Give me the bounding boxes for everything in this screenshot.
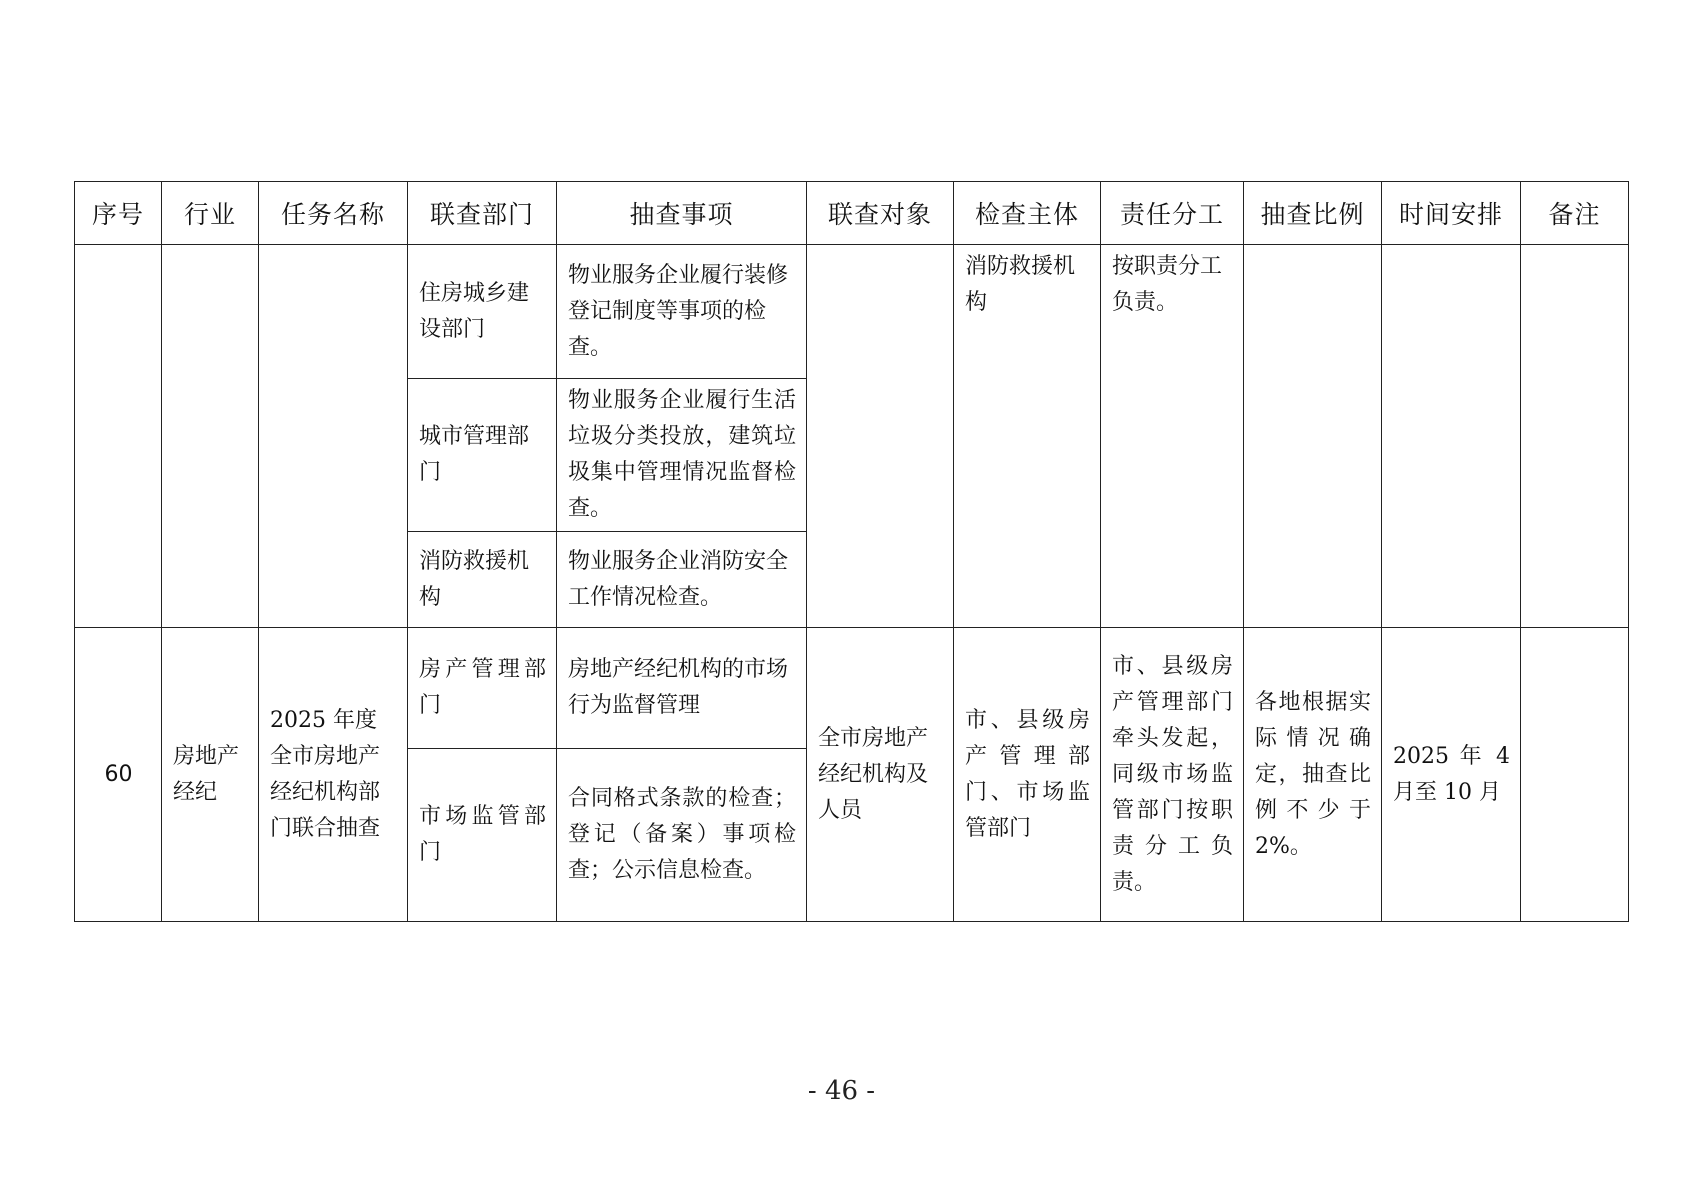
cell-remark	[1521, 628, 1629, 922]
header-duty: 责任分工	[1101, 182, 1244, 245]
cell-department	[408, 628, 557, 749]
cell-duty	[1101, 628, 1244, 922]
header-task-name: 任务名称	[259, 182, 408, 245]
schedule-text: 2025 年 4 月至 10 月	[1393, 743, 1510, 805]
cell-inspection-item	[557, 628, 807, 749]
duty-text: 市、县级房产管理部门牵头发起，同级市场监管部门按职责分工负责。	[1112, 653, 1233, 895]
header-subject: 检查主体	[954, 182, 1101, 245]
cell-remark-continued	[1521, 245, 1629, 628]
target-text: 全市房地产经纪机构及人员	[818, 725, 929, 823]
inspection-item-text: 房地产经纪机构的市场行为监督管理	[568, 657, 789, 718]
subject-text: 市、县级房产管理部门、市场监管部门	[965, 707, 1090, 841]
header-inspection-item: 抽查事项	[557, 182, 807, 245]
cell-ratio-continued	[1244, 245, 1382, 628]
cell-ratio	[1244, 628, 1382, 922]
inspection-item-text: 物业服务企业消防安全工作情况检查。	[568, 548, 789, 610]
cell-index-continued	[75, 245, 162, 628]
cell-task-name	[259, 628, 408, 922]
industry-text: 房地产经纪	[173, 743, 240, 805]
table-row	[75, 628, 1629, 749]
header-index: 序号	[75, 182, 162, 245]
cell-task-continued	[259, 245, 408, 628]
header-target: 联查对象	[807, 182, 954, 245]
department-text: 房产管理部门	[419, 657, 546, 718]
duty-text: 按职责分工负责。	[1112, 254, 1223, 315]
cell-schedule-continued	[1382, 245, 1521, 628]
cell-duty-continued	[1101, 245, 1244, 628]
header-department: 联查部门	[408, 182, 557, 245]
table-row	[75, 245, 1629, 379]
cell-target-continued	[807, 245, 954, 628]
cell-subject	[954, 628, 1101, 922]
subject-text: 消防救援机构	[965, 254, 1076, 315]
header-industry: 行业	[162, 182, 259, 245]
department-text: 市场监管部门	[419, 804, 546, 865]
department-text: 消防救援机构	[419, 548, 530, 610]
page-number: - 46 -	[807, 1076, 876, 1106]
header-schedule: 时间安排	[1382, 182, 1521, 245]
cell-inspection-item	[557, 245, 807, 379]
cell-department	[408, 379, 557, 532]
cell-inspection-item	[557, 749, 807, 922]
cell-industry	[162, 628, 259, 922]
remark-text	[1521, 628, 1628, 636]
cell-industry-continued	[162, 245, 259, 628]
index-text: 60	[104, 761, 133, 787]
cell-schedule	[1382, 628, 1521, 922]
cell-department	[408, 749, 557, 922]
department-text: 城市管理部门	[419, 424, 530, 485]
cell-subject-continued	[954, 245, 1101, 628]
inspection-item-text: 合同格式条款的检查；登记（备案）事项检查；公示信息检查。	[568, 786, 796, 883]
ratio-text: 各地根据实际情况确定，抽查比例不少于 2%。	[1255, 689, 1371, 859]
cell-inspection-item	[557, 532, 807, 628]
cell-department	[408, 532, 557, 628]
cell-target	[807, 628, 954, 922]
header-remark: 备注	[1521, 182, 1629, 245]
inspection-table	[74, 181, 1629, 922]
department-text: 住房城乡建设部门	[419, 280, 530, 342]
inspection-item-text: 物业服务企业履行生活垃圾分类投放，建筑垃圾集中管理情况监督检查。	[568, 388, 796, 521]
header-ratio: 抽查比例	[1244, 182, 1382, 245]
cell-inspection-item	[557, 379, 807, 532]
cell-index	[75, 628, 162, 922]
task-name-text: 2025 年度全市房地产经纪机构部门联合抽查	[270, 707, 381, 841]
cell-department	[408, 245, 557, 379]
table-header-row	[75, 182, 1629, 245]
inspection-item-text: 物业服务企业履行装修登记制度等事项的检查。	[568, 262, 789, 360]
